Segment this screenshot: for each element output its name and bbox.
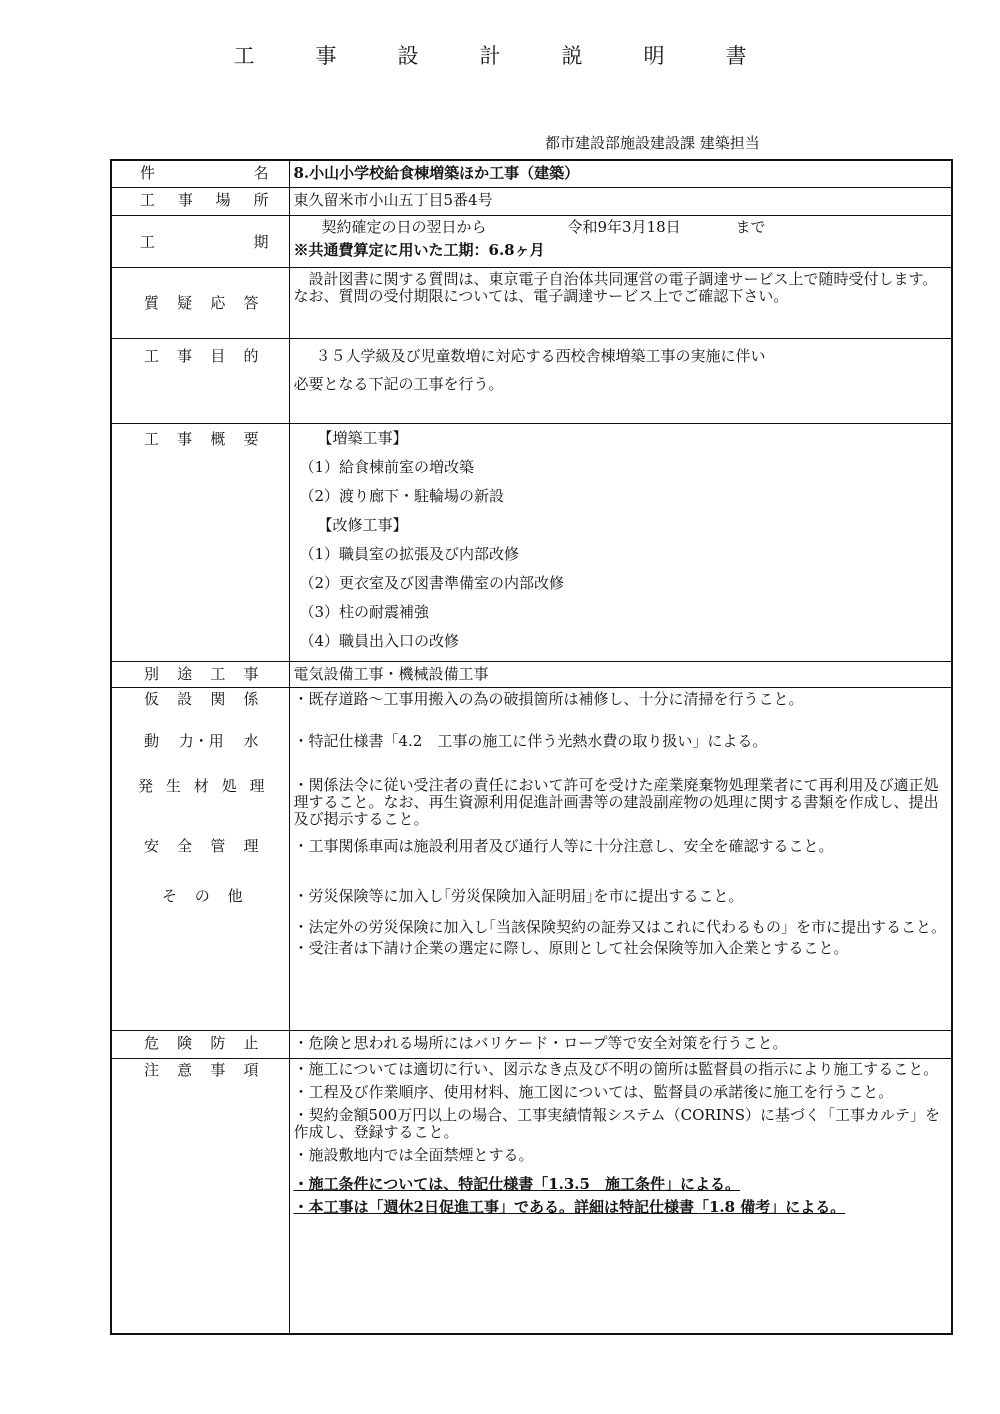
outline-item: （2）渡り廊下・駐輪場の新設 [299, 486, 505, 505]
outline-item: （3）柱の耐震補強 [299, 602, 430, 621]
outline-heading-1: 【増築工事】 [317, 428, 408, 447]
row-separate [111, 661, 952, 687]
label-period: 工 期 [111, 215, 289, 267]
value-site: 東久留米市小山五丁目5番4号 [289, 187, 952, 215]
value-period [289, 215, 952, 267]
label-outline: 工 事 概 要 [111, 423, 289, 661]
row-name [111, 160, 952, 187]
power-text: ・特記仕様書「4.2 工事の施工に伴う光熱水費の取り扱い」による。 [293, 731, 768, 750]
label-site: 工 事 場 所 [111, 187, 289, 215]
label-waste: 発 生 材 処 理 [138, 776, 265, 795]
row-misc [111, 687, 952, 1030]
safety-text: ・工事関係車両は施設利用者及び通行人等に十分注意し、安全を確認すること。 [293, 836, 834, 855]
period-start: 契約確定の日の翌日から [321, 217, 487, 236]
row-qa [111, 267, 952, 338]
label-temporary: 仮 設 関 係 [144, 689, 259, 708]
label-qa: 質 疑 応 答 [111, 267, 289, 338]
row-hazard [111, 1030, 952, 1058]
row-notes [111, 1058, 952, 1334]
document-title: 工 事 設 計 説 明 書 [233, 44, 767, 68]
label-separate: 別 途 工 事 [111, 661, 289, 687]
label-other: そ の 他 [162, 886, 243, 905]
other-text-3: ・受注者は下請け企業の選定に際し、原則として社会保険等加入企業とすること。 [293, 938, 849, 957]
outline-item: （2）更衣室及び図書準備室の内部改修 [299, 573, 565, 592]
outline-item: （1）職員室の拡張及び内部改修 [299, 544, 520, 563]
note-item: ・工程及び作業順序、使用材料、施工図については、監督員の承諾後に施工を行うこと。 [293, 1082, 894, 1101]
note-item: ・施設敷地内では全面禁煙とする。 [293, 1145, 534, 1164]
temporary-text: ・既存道路～工事用搬入の為の破損箇所は補修し、十分に清掃を行うこと。 [293, 689, 804, 708]
outline-heading-2: 【改修工事】 [317, 515, 408, 534]
note-item: ・施工については適切に行い、図示なき点及び不明の箇所は監督員の指示により施工すること。 [293, 1059, 939, 1078]
row-outline [111, 423, 952, 661]
value-separate: 電気設備工事・機械設備工事 [289, 661, 952, 687]
period-until: まで [735, 217, 766, 236]
value-misc [289, 687, 952, 1030]
label-notes: 注 意 事 項 [111, 1058, 289, 1334]
label-misc [111, 687, 289, 1030]
note-underlined: ・施工条件については、特記仕様書「1.3.5 施工条件」による。 [293, 1174, 740, 1193]
value-name: 8.小山小学校給食棟増築ほか工事（建築） [289, 160, 952, 187]
row-purpose [111, 338, 952, 423]
label-purpose: 工 事 目 的 [111, 338, 289, 423]
purpose-line-1: ３５人学級及び児童数増に対応する西校舎棟増築工事の実施に伴い [315, 346, 766, 365]
purpose-line-2: 必要となる下記の工事を行う。 [293, 374, 504, 393]
value-notes [289, 1058, 952, 1334]
note-underlined: ・本工事は「週休2日促進工事」である。詳細は特記仕様書「1.8 備考」による。 [293, 1197, 846, 1216]
label-safety: 安 全 管 理 [144, 836, 259, 855]
waste-text: ・関係法令に従い受注者の責任において許可を受けた産業廃棄物処理業者にて再利用及び適正処理すること。なお、再生資源利用促進計画書等の建設副産物の処理に関する書類を作成し、提出及び掲示すること。 [293, 775, 939, 828]
value-hazard: ・危険と思われる場所にはバリケード・ロープ等で安全対策を行うこと。 [289, 1030, 952, 1058]
value-outline [289, 423, 952, 661]
label-hazard: 危 険 防 止 [111, 1030, 289, 1058]
note-item: ・契約金額500万円以上の場合、工事実績情報システム（CORINS）に基づく「工事カルテ」を作成し、登録すること。 [293, 1105, 941, 1141]
period-note: ※共通費算定に用いた工期：6.8ヶ月 [293, 240, 545, 259]
other-text-2: ・法定外の労災保険に加入し｢当該保険契約の証券又はこれに代わるもの」を市に提出すること。 [293, 917, 947, 936]
outline-item: （1）給食棟前室の増改築 [299, 457, 475, 476]
period-end-date: 令和9年3月18日 [567, 217, 681, 236]
department-name: 都市建設部施設建設課 建築担当 [545, 134, 760, 152]
label-name: 件 名 [111, 160, 289, 187]
value-qa: 設計図書に関する質問は、東京電子自治体共同運営の電子調達サービス上で随時受付します。なお、質問の受付期限については、電子調達サービス上でご確認下さい。 [289, 267, 952, 338]
row-period [111, 215, 952, 267]
label-power: 動 力・用 水 [144, 731, 259, 750]
row-site [111, 187, 952, 215]
outline-item: （4）職員出入口の改修 [299, 631, 460, 650]
design-explanation-table [110, 159, 953, 1335]
other-text-1: ・労災保険等に加入し｢労災保険加入証明届｣を市に提出すること。 [293, 886, 744, 905]
value-purpose [289, 338, 952, 423]
